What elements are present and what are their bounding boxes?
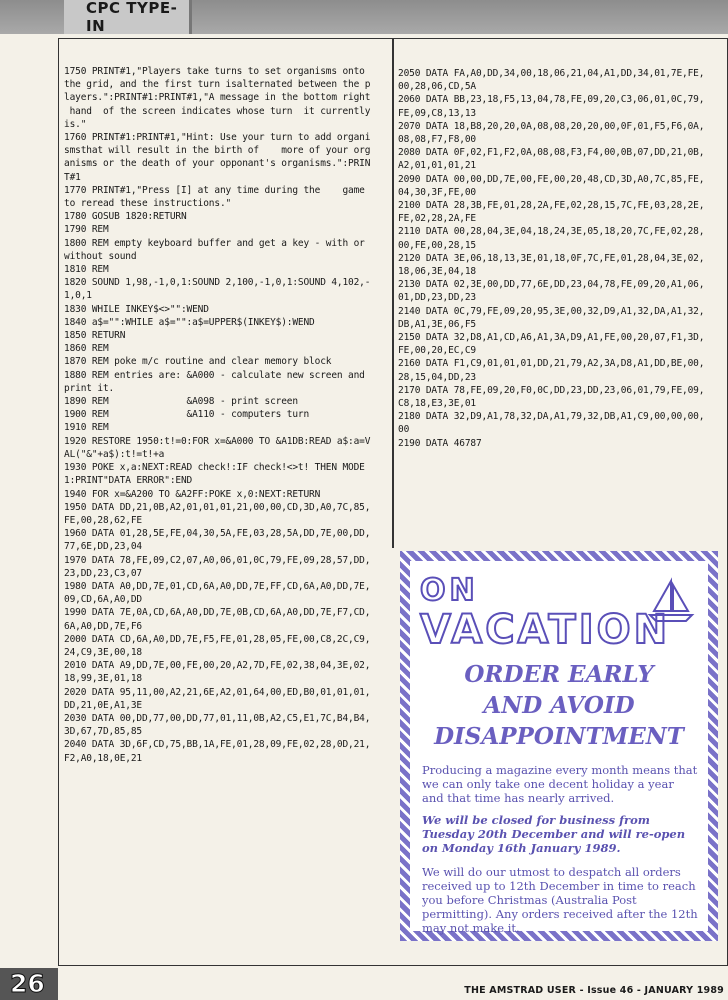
code-line: 2100 DATA 28,3B,FE,01,28,2A,FE,02,28,15,7C,FE,03,28,2E, <box>398 200 705 212</box>
code-line: 08,08,F7,F8,00 <box>398 134 476 146</box>
code-line: 1:PRINT"DATA ERROR":END <box>64 475 193 487</box>
code-line: 2150 DATA 32,D8,A1,CD,A6,A1,3A,D9,A1,FE,00,20,07,F1,3D, <box>398 332 705 344</box>
ad-headline-1: ORDER EARLY <box>464 661 654 688</box>
code-line: 1820 SOUND 1,98,-1,0,1:SOUND 2,100,-1,0,1:SOUND 4,102,- <box>64 277 371 289</box>
code-line: without sound <box>64 250 137 262</box>
code-line: 1830 WHILE INKEY$<>"":WEND <box>64 303 209 315</box>
code-line: 1880 REM entries are: &A000 - calculate new screen and <box>64 369 365 381</box>
code-line: FE,00,28,62,FE <box>64 514 142 526</box>
code-line: 2080 DATA 0F,02,F1,F2,0A,08,08,F3,F4,00,0B,07,DD,21,0B, <box>398 147 705 159</box>
code-line: 6A,A0,DD,7E,F6 <box>64 620 142 632</box>
listing-right-column <box>398 67 726 450</box>
sailboat-icon <box>646 575 696 625</box>
code-line: 01,DD,23,DD,23 <box>398 292 476 304</box>
publication-footer: THE AMSTRAD USER - Issue 46 - JANUARY 1989 <box>464 985 724 996</box>
code-line: T#1 <box>64 171 81 183</box>
ad-headline-2: AND AVOID <box>483 692 635 719</box>
code-line: smsthat will result in the birth of more of your org <box>64 145 371 157</box>
code-line: 1850 RETURN <box>64 330 126 342</box>
ad-paragraph-1: Producing a magazine every month means that we can only take one decent holiday a year and that time has nearly arrived. <box>422 763 698 805</box>
code-line: 00,28,06,CD,5A <box>398 81 476 93</box>
code-line: print it. <box>64 382 115 394</box>
ad-headline-3: DISAPPOINTMENT <box>434 723 684 750</box>
code-line: 2180 DATA 32,D9,A1,78,32,DA,A1,79,32,DB,A1,C9,00,00,00, <box>398 411 705 423</box>
code-line: FE,02,28,2A,FE <box>398 213 476 225</box>
code-line: 3D,67,7D,85,85 <box>64 726 142 738</box>
code-line: the grid, and the first turn isalternated between the p <box>64 79 371 91</box>
code-line: F2,A0,18,0E,21 <box>64 752 142 764</box>
code-line: 2120 DATA 3E,06,18,13,3E,01,18,0F,7C,FE,01,28,04,3E,02, <box>398 252 705 264</box>
code-line: 1780 GOSUB 1820:RETURN <box>64 211 187 223</box>
code-line: 1800 REM empty keyboard buffer and get a key - with or <box>64 237 365 249</box>
code-line: 1890 REM &A098 - print screen <box>64 396 298 408</box>
code-line: AL("&"+a$):t!=t!+a <box>64 448 165 460</box>
code-line: DD,21,0E,A1,3E <box>64 699 142 711</box>
code-line: to reread these instructions." <box>64 198 232 210</box>
code-line: A2,01,01,01,21 <box>398 160 476 172</box>
code-line: 1970 DATA 78,FE,09,C2,07,A0,06,01,0C,79,FE,09,28,57,DD, <box>64 554 371 566</box>
code-line: 23,DD,23,C3,07 <box>64 567 142 579</box>
code-line: 1990 DATA 7E,0A,CD,6A,A0,DD,7E,0B,CD,6A,A0,DD,7E,F7,CD, <box>64 607 371 619</box>
code-line: 1750 PRINT#1,"Players take turns to set organisms onto <box>64 66 365 77</box>
code-line: 09,CD,6A,A0,DD <box>64 594 142 606</box>
code-line: 00 <box>398 424 410 436</box>
page-number: 26 <box>10 969 45 998</box>
code-line: FE,00,20,EC,C9 <box>398 345 476 357</box>
code-line: 2010 DATA A9,DD,7E,00,FE,00,20,A2,7D,FE,02,38,04,3E,02, <box>64 660 371 672</box>
code-line: 1910 REM <box>64 422 109 434</box>
column-divider <box>392 38 394 548</box>
code-line: 18,06,3E,04,18 <box>398 266 476 278</box>
code-line: hand of the screen indicates whose turn it currently <box>64 105 371 117</box>
code-line: 2050 DATA FA,A0,DD,34,00,18,06,21,04,A1,DD,34,01,7E,FE, <box>398 68 705 79</box>
code-line: 1950 DATA DD,21,0B,A2,01,01,01,21,00,00,CD,3D,A0,7C,85, <box>64 501 371 513</box>
code-line: 28,15,04,DD,23 <box>398 371 476 383</box>
code-line: 1870 REM poke m/c routine and clear memory block <box>64 356 332 368</box>
code-line: 18,99,3E,01,18 <box>64 673 142 685</box>
code-line: 1810 REM <box>64 264 109 276</box>
ad-title-on: ON <box>420 573 479 608</box>
code-line: 2190 DATA 46787 <box>398 437 482 449</box>
code-line: 1940 FOR x=&A200 TO &A2FF:POKE x,0:NEXT:RETURN <box>64 488 321 500</box>
section-header: CPC TYPE-IN <box>64 0 192 34</box>
ad-title-vacation <box>420 607 670 653</box>
code-line: 2020 DATA 95,11,00,A2,21,6E,A2,01,64,00,ED,B0,01,01,01, <box>64 686 371 698</box>
code-line: 24,C9,3E,00,18 <box>64 646 142 658</box>
code-line: 1930 POKE x,a:NEXT:READ check!:IF check!<>t! THEN MODE <box>64 462 365 474</box>
code-line: layers.":PRINT#1:PRINT#1,"A message in the bottom right <box>64 92 371 104</box>
code-line: 2040 DATA 3D,6F,CD,75,BB,1A,FE,01,28,09,FE,02,28,0D,21, <box>64 739 371 751</box>
code-line: 1920 RESTORE 1950:t!=0:FOR x=&A000 TO &A1DB:READ a$:a=V <box>64 435 371 447</box>
ad-paragraph-2: We will be closed for business from Tuesday 20th December and will re-open on Monday 16th January 1989. <box>422 813 686 855</box>
code-line: DB,A1,3E,06,F5 <box>398 318 476 330</box>
code-line: 1,0,1 <box>64 290 92 302</box>
code-line: FE,09,C8,13,13 <box>398 107 476 119</box>
code-line: 2070 DATA 18,B8,20,20,0A,08,08,20,20,00,0F,01,F5,F6,0A, <box>398 120 705 132</box>
ad-title-vacation-text: VACATION <box>420 607 671 653</box>
code-line: 2140 DATA 0C,79,FE,09,20,95,3E,00,32,D9,A1,32,DA,A1,32, <box>398 305 705 317</box>
code-line: 1840 a$="":WHILE a$="":a$=UPPER$(INKEY$):WEND <box>64 316 315 328</box>
code-line: 1960 DATA 01,28,5E,FE,04,30,5A,FE,03,28,5A,DD,7E,00,DD, <box>64 528 371 540</box>
code-line: 2000 DATA CD,6A,A0,DD,7E,F5,FE,01,28,05,FE,00,C8,2C,C9, <box>64 633 371 645</box>
code-line: 2030 DATA 00,DD,77,00,DD,77,01,11,0B,A2,C5,E1,7C,B4,B4, <box>64 712 371 724</box>
code-line: anisms or the death of your opponant's organisms.":PRIN <box>64 158 371 170</box>
code-line: 2130 DATA 02,3E,00,DD,77,6E,DD,23,04,78,FE,09,20,A1,06, <box>398 279 705 291</box>
code-line: 2060 DATA BB,23,18,F5,13,04,78,FE,09,20,C3,06,01,0C,79, <box>398 94 705 106</box>
vacation-advertisement <box>400 551 718 941</box>
code-line: 1980 DATA A0,DD,7E,01,CD,6A,A0,DD,7E,FF,CD,6A,A0,DD,7E, <box>64 580 371 592</box>
code-line: 04,30,3F,FE,00 <box>398 186 476 198</box>
code-line: is." <box>64 118 87 130</box>
listing-left-column <box>64 65 390 765</box>
code-line: 2090 DATA 00,00,DD,7E,00,FE,00,20,48,CD,3D,A0,7C,85,FE, <box>398 173 705 185</box>
code-line: C8,18,E3,3E,01 <box>398 398 476 410</box>
code-line: 1770 PRINT#1,"Press [I] at any time during the game <box>64 184 365 196</box>
code-line: 77,6E,DD,23,04 <box>64 541 142 553</box>
code-line: 2160 DATA F1,C9,01,01,01,DD,21,79,A2,3A,D8,A1,DD,BE,00, <box>398 358 705 370</box>
code-line: 1900 REM &A110 - computers turn <box>64 409 310 421</box>
ad-paragraph-3: We will do our utmost to despatch all orders received up to 12th December in time to reach you before Christmas (Australia Post permitting). Any orders received after the 12th may not make it. <box>422 865 698 935</box>
code-line: 2170 DATA 78,FE,09,20,F0,0C,DD,23,DD,23,06,01,79,FE,09, <box>398 384 705 396</box>
code-line: 1860 REM <box>64 343 109 355</box>
code-line: 2110 DATA 00,28,04,3E,04,18,24,3E,05,18,20,7C,FE,02,28, <box>398 226 705 238</box>
code-line: 1790 REM <box>64 224 109 236</box>
code-line: 1760 PRINT#1:PRINT#1,"Hint: Use your turn to add organi <box>64 132 371 144</box>
code-line: 00,FE,00,28,15 <box>398 239 476 251</box>
